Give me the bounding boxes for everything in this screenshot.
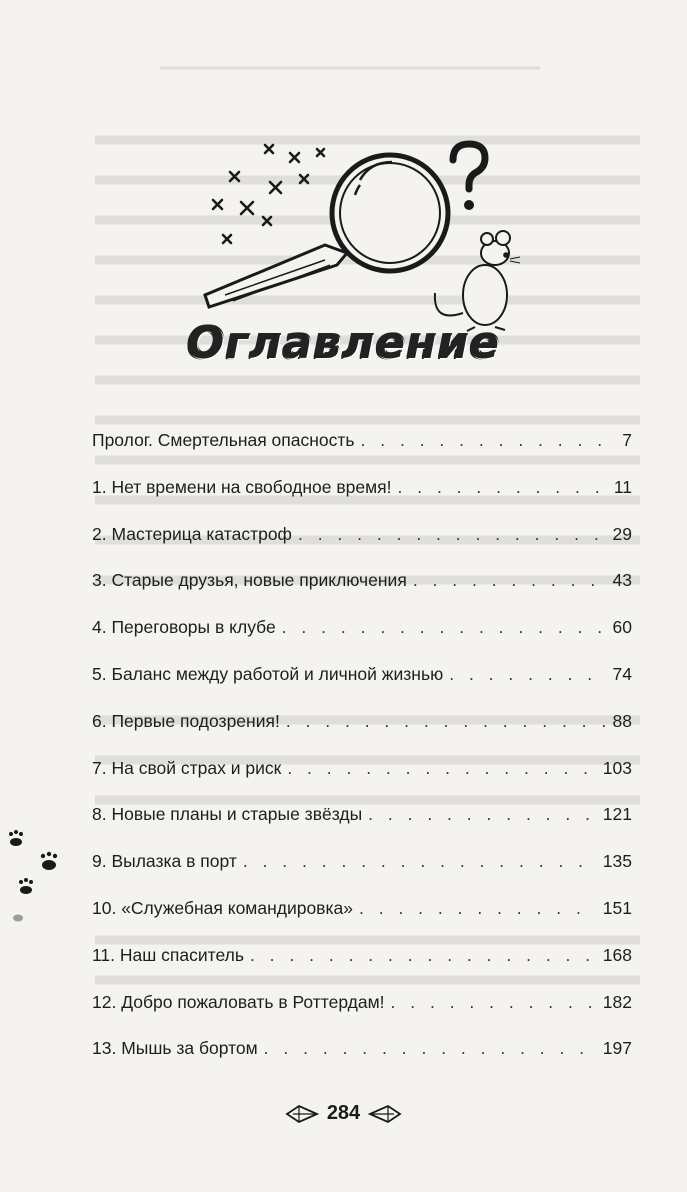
toc-entry <box>92 851 632 898</box>
toc-leader-dots <box>391 992 597 1013</box>
toc-entry-title: 8. Новые планы и старые звёзды <box>92 804 363 825</box>
toc-entry <box>92 711 632 758</box>
toc-entry-title: 7. На свой страх и риск <box>92 757 282 778</box>
mouse-icon <box>435 231 520 331</box>
toc-entry-title: 9. Вылазка в порт <box>92 851 237 872</box>
magnifier-icon <box>205 155 448 307</box>
toc-entry <box>92 945 632 992</box>
toc-leader-dots <box>264 1038 597 1059</box>
toc-entry-page: 29 <box>612 523 632 544</box>
table-of-contents <box>92 430 632 1085</box>
page-number: 284 <box>326 1102 361 1124</box>
toc-entry-title: Пролог. Смертельная опасность <box>92 430 355 450</box>
toc-entry <box>92 477 632 524</box>
toc-entry-page: 135 <box>602 851 632 872</box>
toc-entry-page: 121 <box>602 804 632 825</box>
toc-leader-dots <box>250 945 597 966</box>
toc-entry-title: 5. Баланс между работой и личной жизнью <box>92 663 444 684</box>
toc-entry-page: 168 <box>602 944 632 965</box>
toc-entry-page: 43 <box>612 570 632 591</box>
toc-entry-page: 151 <box>602 897 632 918</box>
toc-entry-page: 103 <box>602 757 632 778</box>
toc-entry-title: 3. Старые друзья, новые приключения <box>92 570 407 591</box>
toc-entry-page: 60 <box>612 617 632 638</box>
toc-leader-dots <box>298 524 606 545</box>
toc-entry <box>92 992 632 1039</box>
toc-entry <box>92 1038 632 1085</box>
toc-entry-page: 88 <box>612 710 632 731</box>
toc-entry <box>92 804 632 851</box>
toc-entry-title: 1. Нет времени на свободное время! <box>92 476 392 497</box>
toc-leader-dots <box>368 804 597 825</box>
sparkle-crosses <box>213 145 324 243</box>
toc-entry-page: 197 <box>602 1038 632 1059</box>
question-mark-icon <box>453 144 485 210</box>
toc-entry-page: 74 <box>612 663 632 684</box>
toc-leader-dots <box>449 664 606 685</box>
toc-leader-dots <box>413 570 606 591</box>
ornament-right-icon <box>368 1104 402 1124</box>
toc-entry <box>92 524 632 571</box>
toc-entry <box>92 664 632 711</box>
toc-entry-title: 10. «Служебная командировка» <box>92 897 353 918</box>
paw-prints-decoration <box>4 820 64 930</box>
toc-entry-page: 182 <box>602 991 632 1012</box>
toc-leader-dots <box>361 430 606 451</box>
magnifier-mouse-illustration <box>195 135 525 335</box>
toc-entry-page: 11 <box>613 476 632 497</box>
toc-leader-dots <box>398 477 607 498</box>
toc-entry <box>92 758 632 805</box>
toc-entry-page: 7 <box>622 430 632 450</box>
toc-leader-dots <box>286 711 606 732</box>
toc-entry-title: 12. Добро пожаловать в Роттердам! <box>92 991 385 1012</box>
toc-entry-title: 11. Наш спаситель <box>92 944 244 965</box>
toc-entry <box>92 570 632 617</box>
toc-leader-dots <box>282 617 606 638</box>
toc-entry <box>92 430 632 477</box>
ornament-left-icon <box>285 1104 319 1124</box>
toc-entry-title: 13. Мышь за бортом <box>92 1038 258 1059</box>
toc-entry-title: 6. Первые подозрения! <box>92 710 280 731</box>
toc-leader-dots <box>359 898 597 919</box>
toc-entry-title: 2. Мастерица катастроф <box>92 523 292 544</box>
toc-leader-dots <box>243 851 597 872</box>
toc-leader-dots <box>287 758 596 779</box>
page-number-footer <box>0 1102 687 1125</box>
page-title: Оглавление <box>186 318 501 369</box>
toc-entry <box>92 898 632 945</box>
toc-entry <box>92 617 632 664</box>
toc-entry-title: 4. Переговоры в клубе <box>92 617 276 638</box>
